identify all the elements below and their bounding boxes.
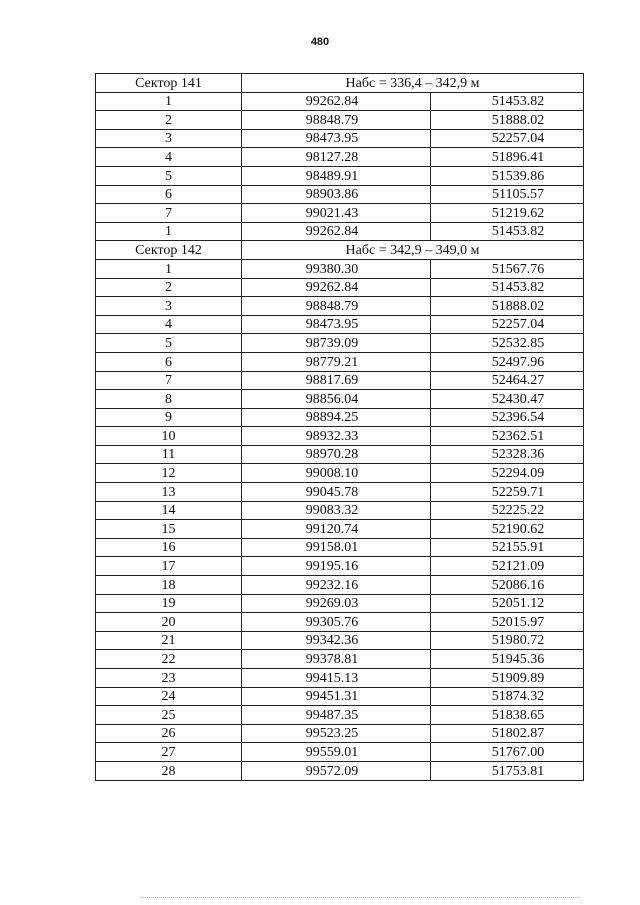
point-number: 5 <box>96 166 242 185</box>
point-number: 23 <box>96 669 242 688</box>
coordinate-x: 99380.30 <box>242 259 431 278</box>
table-row <box>96 390 584 409</box>
point-number: 16 <box>96 538 242 557</box>
point-number: 15 <box>96 520 242 539</box>
point-number: 27 <box>96 743 242 762</box>
coordinate-x: 99451.31 <box>242 687 431 706</box>
coordinate-y: 51896.41 <box>431 148 584 167</box>
table-row <box>96 427 584 446</box>
table-row <box>96 259 584 278</box>
coordinate-y: 52396.54 <box>431 408 584 427</box>
coordinate-y: 52259.71 <box>431 483 584 502</box>
coordinate-y: 52257.04 <box>431 129 584 148</box>
coordinate-y: 51453.82 <box>431 92 584 111</box>
coordinate-x: 98894.25 <box>242 408 431 427</box>
table-row <box>96 501 584 520</box>
coordinate-y: 51945.36 <box>431 650 584 669</box>
coordinate-x: 99045.78 <box>242 483 431 502</box>
coordinate-y: 51888.02 <box>431 297 584 316</box>
coordinate-y: 51980.72 <box>431 631 584 650</box>
point-number: 1 <box>96 259 242 278</box>
point-number: 6 <box>96 352 242 371</box>
coordinate-x: 98739.09 <box>242 334 431 353</box>
coordinate-y: 52051.12 <box>431 594 584 613</box>
table-row <box>96 371 584 390</box>
coordinate-x: 99415.13 <box>242 669 431 688</box>
coordinate-y: 52362.51 <box>431 427 584 446</box>
table-row <box>96 166 584 185</box>
coordinate-x: 99262.84 <box>242 92 431 111</box>
point-number: 1 <box>96 222 242 241</box>
table-row <box>96 315 584 334</box>
point-number: 13 <box>96 483 242 502</box>
table-row <box>96 129 584 148</box>
coordinate-y: 52155.91 <box>431 538 584 557</box>
coordinate-y: 52532.85 <box>431 334 584 353</box>
table-row <box>96 352 584 371</box>
coordinate-y: 52294.09 <box>431 464 584 483</box>
coordinate-y: 51567.76 <box>431 259 584 278</box>
point-number: 11 <box>96 445 242 464</box>
coordinate-x: 99305.76 <box>242 613 431 632</box>
coordinate-x: 98489.91 <box>242 166 431 185</box>
coordinate-x: 98817.69 <box>242 371 431 390</box>
coordinate-y: 51838.65 <box>431 706 584 725</box>
table-row <box>96 669 584 688</box>
coordinate-x: 99523.25 <box>242 724 431 743</box>
point-number: 4 <box>96 148 242 167</box>
point-number: 3 <box>96 297 242 316</box>
point-number: 5 <box>96 334 242 353</box>
table-row <box>96 464 584 483</box>
coordinate-x: 99342.36 <box>242 631 431 650</box>
coordinate-x: 98970.28 <box>242 445 431 464</box>
coordinate-y: 51767.00 <box>431 743 584 762</box>
table-row <box>96 520 584 539</box>
coordinate-y: 52328.36 <box>431 445 584 464</box>
coordinate-y: 52086.16 <box>431 576 584 595</box>
table-row <box>96 761 584 780</box>
coordinate-y: 52190.62 <box>431 520 584 539</box>
table-row <box>96 631 584 650</box>
coordinate-x: 98473.95 <box>242 129 431 148</box>
table-row <box>96 278 584 297</box>
coordinate-x: 99262.84 <box>242 222 431 241</box>
coordinate-y: 52497.96 <box>431 352 584 371</box>
coordinate-x: 98932.33 <box>242 427 431 446</box>
coordinate-x: 99083.32 <box>242 501 431 520</box>
coordinate-x: 98856.04 <box>242 390 431 409</box>
table-row <box>96 706 584 725</box>
table-row <box>96 92 584 111</box>
coordinate-x: 98903.86 <box>242 185 431 204</box>
point-number: 18 <box>96 576 242 595</box>
coordinate-y: 51802.87 <box>431 724 584 743</box>
point-number: 28 <box>96 761 242 780</box>
point-number: 10 <box>96 427 242 446</box>
coordinate-x: 99487.35 <box>242 706 431 725</box>
point-number: 12 <box>96 464 242 483</box>
sector-title: Сектор 142 <box>96 241 242 260</box>
coordinate-y: 52430.47 <box>431 390 584 409</box>
sector-header-row <box>96 241 584 260</box>
coordinate-x: 98779.21 <box>242 352 431 371</box>
coordinate-y: 52225.22 <box>431 501 584 520</box>
coordinate-y: 52121.09 <box>431 557 584 576</box>
table-row <box>96 483 584 502</box>
table-row <box>96 185 584 204</box>
coordinate-x: 99232.16 <box>242 576 431 595</box>
table-row <box>96 111 584 130</box>
coordinate-x: 99021.43 <box>242 204 431 223</box>
point-number: 22 <box>96 650 242 669</box>
point-number: 14 <box>96 501 242 520</box>
point-number: 2 <box>96 111 242 130</box>
table-row <box>96 576 584 595</box>
coordinate-y: 51105.57 <box>431 185 584 204</box>
coordinate-y: 51539.86 <box>431 166 584 185</box>
coordinate-y: 51219.62 <box>431 204 584 223</box>
point-number: 1 <box>96 92 242 111</box>
table-row <box>96 538 584 557</box>
point-number: 3 <box>96 129 242 148</box>
coordinate-x: 99120.74 <box>242 520 431 539</box>
point-number: 7 <box>96 204 242 223</box>
coordinates-table <box>95 73 584 781</box>
coordinate-x: 98848.79 <box>242 111 431 130</box>
coordinate-y: 51909.89 <box>431 669 584 688</box>
sector-height-range: Набс = 336,4 – 342,9 м <box>242 74 584 93</box>
point-number: 9 <box>96 408 242 427</box>
point-number: 25 <box>96 706 242 725</box>
table-row <box>96 650 584 669</box>
point-number: 21 <box>96 631 242 650</box>
sector-title: Сектор 141 <box>96 74 242 93</box>
coordinate-x: 98127.28 <box>242 148 431 167</box>
table-row <box>96 724 584 743</box>
point-number: 2 <box>96 278 242 297</box>
point-number: 24 <box>96 687 242 706</box>
coordinate-x: 98848.79 <box>242 297 431 316</box>
table-row <box>96 334 584 353</box>
point-number: 4 <box>96 315 242 334</box>
coordinate-y: 51453.82 <box>431 222 584 241</box>
point-number: 7 <box>96 371 242 390</box>
table-row <box>96 687 584 706</box>
coordinate-x: 99008.10 <box>242 464 431 483</box>
coordinate-x: 99572.09 <box>242 761 431 780</box>
point-number: 20 <box>96 613 242 632</box>
table-row <box>96 222 584 241</box>
sector-height-range: Набс = 342,9 – 349,0 м <box>242 241 584 260</box>
coordinate-x: 99262.84 <box>242 278 431 297</box>
coordinate-y: 52015.97 <box>431 613 584 632</box>
coordinate-x: 98473.95 <box>242 315 431 334</box>
coordinate-x: 99269.03 <box>242 594 431 613</box>
point-number: 6 <box>96 185 242 204</box>
point-number: 19 <box>96 594 242 613</box>
point-number: 8 <box>96 390 242 409</box>
page-number: 480 <box>310 36 330 48</box>
table-row <box>96 445 584 464</box>
coordinate-y: 51453.82 <box>431 278 584 297</box>
table-row <box>96 557 584 576</box>
sector-header-row <box>96 74 584 93</box>
point-number: 17 <box>96 557 242 576</box>
coordinate-y: 52464.27 <box>431 371 584 390</box>
table-row <box>96 613 584 632</box>
table-row <box>96 204 584 223</box>
coordinate-x: 99559.01 <box>242 743 431 762</box>
table-row <box>96 148 584 167</box>
coordinates-table-body <box>96 74 584 781</box>
scan-edge-line <box>140 897 580 898</box>
table-row <box>96 594 584 613</box>
table-row <box>96 743 584 762</box>
coordinate-y: 52257.04 <box>431 315 584 334</box>
coordinate-x: 99158.01 <box>242 538 431 557</box>
table-row <box>96 297 584 316</box>
coordinate-y: 51753.81 <box>431 761 584 780</box>
coordinate-x: 99378.81 <box>242 650 431 669</box>
point-number: 26 <box>96 724 242 743</box>
coordinate-x: 99195.16 <box>242 557 431 576</box>
coordinate-y: 51888.02 <box>431 111 584 130</box>
coordinate-y: 51874.32 <box>431 687 584 706</box>
table-row <box>96 408 584 427</box>
